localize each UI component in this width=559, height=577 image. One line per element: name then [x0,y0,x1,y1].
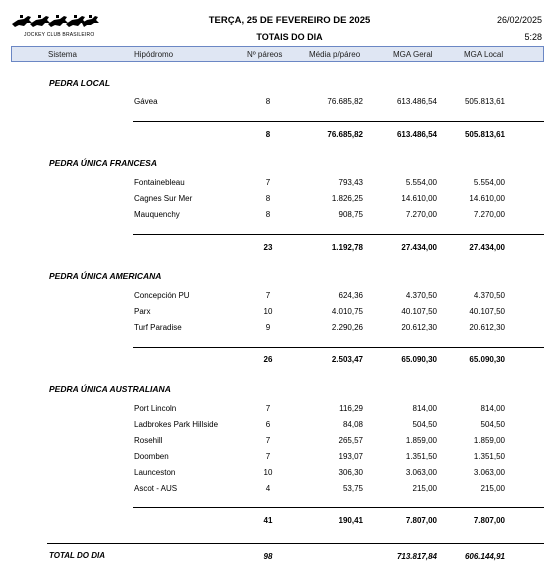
pareos-count: 7 [265,178,271,187]
mga-geral-value: 7.270,00 [405,210,437,219]
mga-local-value: 814,00 [480,404,505,413]
hipodromo-name: Cagnes Sur Mer [134,194,193,203]
hipodromo-name: Rosehill [134,436,163,445]
col-mga-local: MGA Local [464,50,504,59]
report-title: TERÇA, 25 DE FEVEREIRO DE 2025 [208,15,371,26]
mga-local-value: 3.063,00 [473,468,505,477]
hipodromo-name: Mauquenchy [134,210,180,219]
mga-geral-value: 40.107,50 [401,307,437,316]
mga-geral-value: 1.351,50 [405,452,437,461]
media-value: 1.826,25 [331,194,363,203]
mga-local-value: 20.612,30 [469,323,505,332]
hipodromo-name: Launceston [134,468,176,477]
subtotal-geral: 7.807,00 [405,516,437,525]
subtotal-pareos: 8 [265,130,271,139]
subtotal-local: 65.090,30 [469,355,505,364]
subtotal-divider [133,121,544,122]
hipodromo-name: Ladbrokes Park Hillside [134,420,219,429]
mga-geral-value: 215,00 [412,484,437,493]
media-value: 2.290,26 [331,323,363,332]
subtotal-media: 2.503,47 [331,355,363,364]
subtotal-geral: 27.434,00 [401,243,437,252]
section-title: PEDRA ÚNICA AMERICANA [49,271,162,281]
total-pareos: 98 [263,552,273,561]
media-value: 624,36 [338,291,363,300]
report-date: 26/02/2025 [496,15,542,25]
section-title: PEDRA ÚNICA FRANCESA [49,158,157,168]
mga-geral-value: 1.859,00 [405,436,437,445]
pareos-count: 7 [265,436,271,445]
col-pareos: Nº páreos [247,50,283,59]
subtotal-divider [133,347,544,348]
subtotal-pareos: 41 [263,516,273,525]
mga-local-value: 14.610,00 [469,194,505,203]
mga-local-value: 7.270,00 [473,210,505,219]
hipodromo-name: Concepción PU [134,291,190,300]
mga-local-value: 505.813,61 [464,97,505,106]
subtotal-local: 7.807,00 [473,516,505,525]
pareos-count: 10 [263,307,273,316]
hipodromo-name: Gávea [134,97,158,106]
subtotal-geral: 65.090,30 [401,355,437,364]
media-value: 908,75 [338,210,363,219]
pareos-count: 10 [263,468,273,477]
section-title: PEDRA LOCAL [49,78,111,88]
total-divider [47,543,544,544]
mga-geral-value: 814,00 [412,404,437,413]
mga-geral-value: 4.370,50 [405,291,437,300]
media-value: 793,43 [338,178,363,187]
mga-geral-value: 20.612,30 [401,323,437,332]
media-value: 53,75 [342,484,363,493]
report-time: 5:28 [524,32,542,42]
total-label: TOTAL DO DIA [49,551,105,560]
mga-local-value: 504,50 [480,420,505,429]
pareos-count: 7 [265,452,271,461]
mga-local-value: 215,00 [480,484,505,493]
hipodromo-name: Ascot - AUS [134,484,178,493]
mga-geral-value: 3.063,00 [405,468,437,477]
media-value: 306,30 [338,468,363,477]
report-subtitle: TOTAIS DO DIA [256,32,323,42]
subtotal-pareos: 23 [263,243,273,252]
subtotal-divider [133,507,544,508]
pareos-count: 8 [265,97,271,106]
subtotal-media: 76.685,82 [327,130,363,139]
media-value: 76.685,82 [327,97,363,106]
subtotal-media: 1.192,78 [331,243,363,252]
subtotal-local: 505.813,61 [464,130,505,139]
mga-local-value: 40.107,50 [469,307,505,316]
hipodromo-name: Parx [134,307,151,316]
media-value: 265,57 [338,436,363,445]
subtotal-media: 190,41 [338,516,363,525]
media-value: 116,29 [339,404,363,413]
hipodromo-name: Turf Paradise [134,323,182,332]
section-title: PEDRA ÚNICA AUSTRALIANA [49,384,171,394]
media-value: 193,07 [338,452,363,461]
pareos-count: 7 [265,404,271,413]
mga-local-value: 1.859,00 [473,436,505,445]
total-geral: 713.817,84 [396,552,437,561]
mga-local-value: 4.370,50 [473,291,505,300]
pareos-count: 6 [265,420,271,429]
mga-geral-value: 504,50 [412,420,437,429]
col-media: Média p/páreo [309,50,361,59]
logo-text: JOCKEY CLUB BRASILEIRO [24,32,95,38]
col-mga-geral: MGA Geral [393,50,433,59]
subtotal-local: 27.434,00 [469,243,505,252]
mga-local-value: 1.351,50 [473,452,505,461]
hipodromo-name: Doomben [134,452,169,461]
hipodromo-name: Fontainebleau [134,178,185,187]
subtotal-divider [133,234,544,235]
media-value: 4.010,75 [331,307,363,316]
col-sistema: Sistema [48,50,77,59]
total-local: 606.144,91 [464,552,505,561]
mga-geral-value: 613.486,54 [396,97,437,106]
pareos-count: 8 [265,210,271,219]
subtotal-geral: 613.486,54 [396,130,437,139]
mga-geral-value: 5.554,00 [405,178,437,187]
col-hipodromo: Hipódromo [134,50,174,59]
column-header-bar [11,46,544,62]
pareos-count: 4 [265,484,271,493]
mga-geral-value: 14.610,00 [401,194,437,203]
hipodromo-name: Port Lincoln [134,404,177,413]
media-value: 84,08 [342,420,363,429]
pareos-count: 7 [265,291,271,300]
pareos-count: 9 [265,323,271,332]
mga-local-value: 5.554,00 [473,178,505,187]
subtotal-pareos: 26 [263,355,273,364]
pareos-count: 8 [265,194,271,203]
